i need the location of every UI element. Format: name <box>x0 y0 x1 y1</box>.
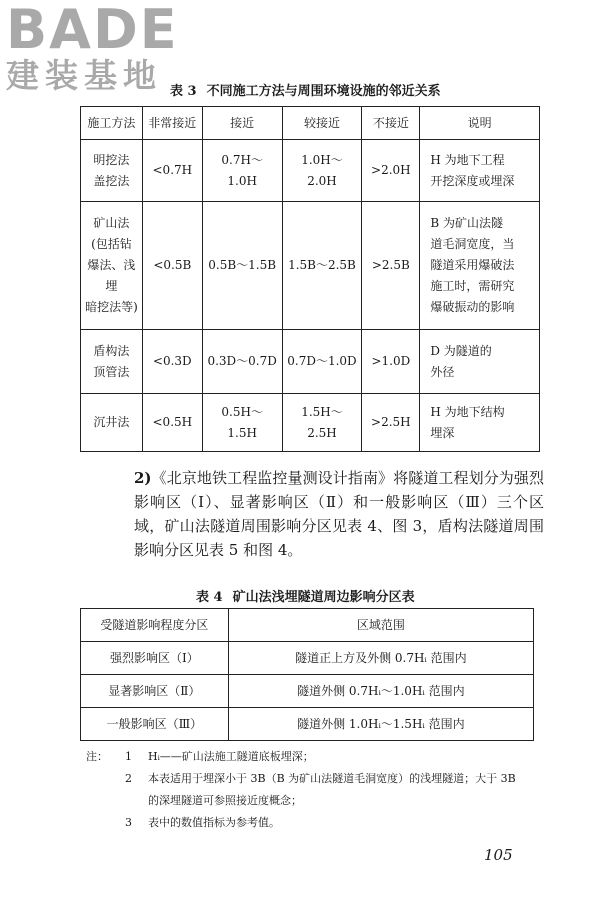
note-line: 施工时，需研究 <box>430 279 515 293</box>
table-header-row <box>81 107 540 140</box>
logo-subtitle: 建装基地 <box>6 56 162 95</box>
column-header: 非常接近 <box>142 107 202 140</box>
table4-caption-title: 矿山法浅埋隧道周边影响分区表 <box>232 590 415 605</box>
column-header: 较接近 <box>282 107 362 140</box>
column-header: 受隧道影响程度分区 <box>81 609 229 642</box>
note-line: D 为隧道的 <box>430 343 492 358</box>
note-line: H 为地下工程 <box>430 152 505 167</box>
note-item <box>86 768 546 790</box>
table-row <box>81 330 540 394</box>
proximity-table <box>80 106 540 452</box>
influence-zone-table <box>80 608 534 741</box>
fairly-close-cell: 1.5B～2.5B <box>282 202 362 330</box>
very-close-cell: <0.7H <box>142 140 202 202</box>
table4-caption-number: 表 4 <box>196 590 223 605</box>
paragraph-text: 《北京地铁工程监控量测设计指南》将隧道工程划分为强烈影响区（Ⅰ）、显著影响区（Ⅱ）和一般影响区（Ⅲ）三个区域，矿山法隧道周围影响分区见表 4、图 3，盾构法隧道周围影响分区见表 5 和图 4。 <box>134 469 544 559</box>
table-row <box>81 675 534 708</box>
note-item <box>86 746 546 768</box>
table-row <box>81 708 534 741</box>
note-line: 道毛洞宽度，当 <box>430 237 515 251</box>
note-text: 表中的数值指标为参考值。 <box>148 816 280 829</box>
method-line: 暗挖法等) <box>85 300 138 314</box>
close-cell: 0.7H～1.0H <box>202 140 282 202</box>
method-line: 顶管法 <box>93 364 130 379</box>
column-header: 施工方法 <box>81 107 143 140</box>
zone-cell: 一般影响区（Ⅲ） <box>81 708 229 741</box>
paragraph-lead: 2) <box>134 469 152 487</box>
method-line: 矿山法 <box>93 216 130 230</box>
fairly-close-cell: 0.7D～1.0D <box>282 330 362 394</box>
method-cell <box>81 140 143 202</box>
column-header: 接近 <box>202 107 282 140</box>
table-row <box>81 642 534 675</box>
range-cell: 隧道外侧 1.0Hᵢ～1.5Hᵢ 范围内 <box>228 708 533 741</box>
not-close-cell: >2.5B <box>362 202 420 330</box>
method-line: (包括钻 <box>91 237 132 251</box>
method-cell <box>81 202 143 330</box>
zone-cell: 强烈影响区（Ⅰ） <box>81 642 229 675</box>
table3-caption <box>170 80 441 99</box>
zone-cell: 显著影响区（Ⅱ） <box>81 675 229 708</box>
notes-label: 注： <box>86 750 108 763</box>
note-text: Hᵢ——矿山法施工隧道底板埋深； <box>148 750 314 763</box>
table3-caption-title: 不同施工方法与周围环境设施的邻近关系 <box>206 84 441 99</box>
note-cell <box>420 140 540 202</box>
column-header: 区域范围 <box>228 609 533 642</box>
not-close-cell: >2.5H <box>362 394 420 452</box>
table4-caption <box>196 586 415 605</box>
close-cell: 0.5H～1.5H <box>202 394 282 452</box>
range-cell: 隧道外侧 0.7Hᵢ～1.0Hᵢ 范围内 <box>228 675 533 708</box>
method-cell <box>81 394 143 452</box>
note-line: 外径 <box>430 364 455 379</box>
note-text: 本表适用于埋深小于 3B（B 为矿山法隧道毛洞宽度）的浅埋隧道；大于 3B <box>148 772 516 785</box>
close-cell: 0.3D～0.7D <box>202 330 282 394</box>
table-notes <box>86 746 546 834</box>
range-cell: 隧道正上方及外侧 0.7Hᵢ 范围内 <box>228 642 533 675</box>
note-line: 爆破振动的影响 <box>430 300 515 314</box>
body-paragraph <box>134 466 544 562</box>
note-number: 1 <box>125 750 132 763</box>
method-line: 盖挖法 <box>93 173 130 188</box>
table-header-row <box>81 609 534 642</box>
column-header: 说明 <box>420 107 540 140</box>
method-cell <box>81 330 143 394</box>
note-text-continued: 的深埋隧道可参照接近度概念； <box>148 794 302 807</box>
very-close-cell: <0.5B <box>142 202 202 330</box>
note-line: 开挖深度或埋深 <box>430 173 515 188</box>
note-cell <box>420 202 540 330</box>
note-cell <box>420 330 540 394</box>
method-line: 盾构法 <box>93 343 130 358</box>
method-line: 爆法、浅埋 <box>87 258 136 293</box>
table-row <box>81 202 540 330</box>
note-number: 3 <box>125 816 132 829</box>
fairly-close-cell: 1.0H～2.0H <box>282 140 362 202</box>
brand-logo <box>6 0 179 95</box>
note-line: H 为地下结构 <box>430 404 505 419</box>
table-row <box>81 394 540 452</box>
not-close-cell: >2.0H <box>362 140 420 202</box>
very-close-cell: <0.5H <box>142 394 202 452</box>
not-close-cell: >1.0D <box>362 330 420 394</box>
close-cell: 0.5B～1.5B <box>202 202 282 330</box>
table-row <box>81 140 540 202</box>
column-header: 不接近 <box>362 107 420 140</box>
method-line: 沉井法 <box>93 415 130 429</box>
note-item <box>86 812 546 834</box>
table3-caption-number: 表 3 <box>170 84 197 99</box>
note-line: 埋深 <box>430 425 455 440</box>
note-line: 隧道采用爆破法 <box>430 258 515 272</box>
fairly-close-cell: 1.5H～2.5H <box>282 394 362 452</box>
method-line: 明挖法 <box>93 152 130 167</box>
very-close-cell: <0.3D <box>142 330 202 394</box>
note-number: 2 <box>125 772 132 785</box>
page-number: 105 <box>484 846 513 864</box>
note-cell <box>420 394 540 452</box>
logo-brand-text: BADE <box>6 0 179 61</box>
note-line: B 为矿山法隧 <box>430 216 503 230</box>
